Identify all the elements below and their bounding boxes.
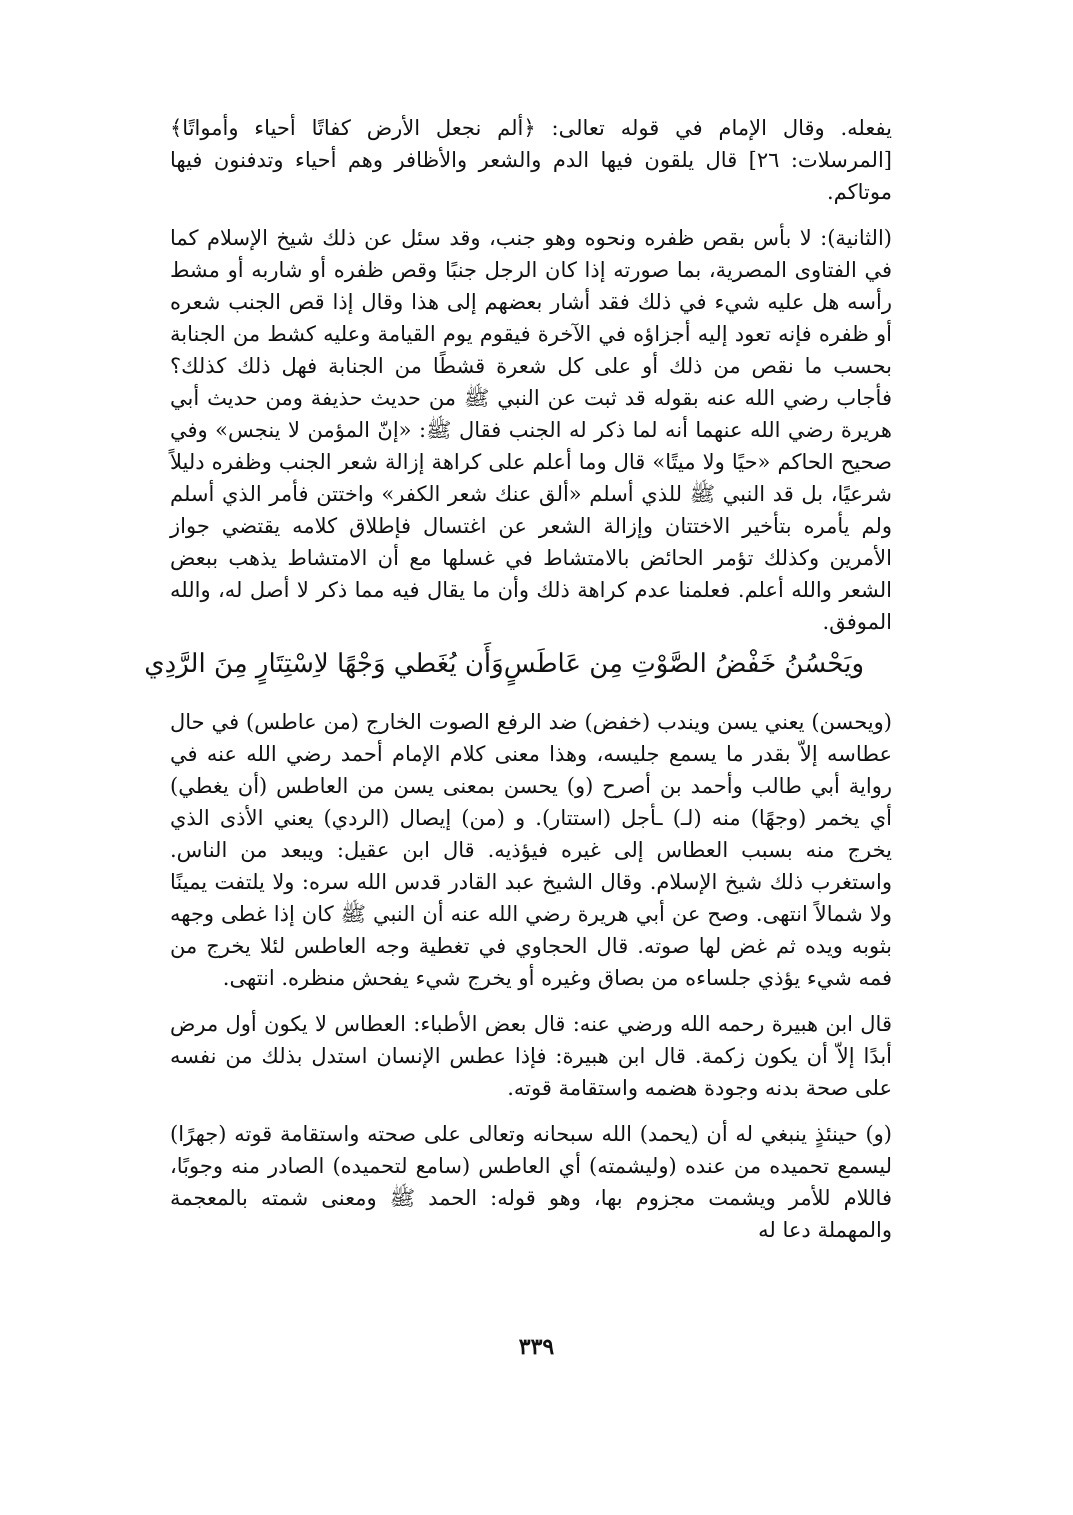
paragraph-gap (170, 1104, 892, 1118)
page-number: ٣٣٩ (518, 1334, 555, 1360)
verse-first-hemistich: ويَحْسُنُ خَفْضُ الصَّوْتِ مِن عَاطَسٍ (503, 649, 864, 679)
verse-second-hemistich: وَأَن يُغَطي وَجْهًا لاِسْتِتَارٍ مِنَ الرَّدِي (144, 649, 504, 679)
paragraph-1: يفعله. وقال الإمام في قوله تعالى: ﴿ألم نجعل الأرض كفاتًا أحياء وأمواتًا﴾ [المرسلات: ٢٦] قال يلقون فيها الدم والشعر والأظافر وهم أحياء وتدفنون فيها موتاكم. (170, 116, 892, 204)
paragraph-gap (170, 994, 892, 1008)
paragraph-3: (ويحسن) يعني يسن ويندب (خفض) ضد الرفع الصوت الخارج (من عاطس) في حال عطاسه إلاّ بقدر ما يسمع جليسه، وهذا معنى كلام الإمام أحمد رضي الله عنه في رواية أبي طالب وأحمد بن أصرح (و) يحسن بمعنى يسن من العاطس (أن يغطي) أي يخمر (وجهًا) منه (لـ) ـأجل (استتار). و (من) إيصال (الردي) يعني الأذى الذي يخرج منه بسبب العطاس إلى غيره فيؤذيه. قال ابن عقيل: ويبعد من الناس. واستغرب ذلك شيخ الإسلام. وقال الشيخ عبد القادر قدس الله سره: ولا يلتفت يمينًا ولا شمالاً انتهى. وصح عن أبي هريرة رضي الله عنه أن النبي ﷺ كان إذا غطى وجهه بثوبه ويده ثم غض لها صوته. قال الحجاوي في تغطية وجه العاطس لئلا يخرج من فمه شيء يؤذي جلساءه من بصاق وغيره أو يخرج شيء يفحش منظره. انتهى. (170, 710, 892, 990)
paragraph-gap (170, 692, 892, 706)
paragraph-4: قال ابن هبيرة رحمه الله ورضي عنه: قال بعض الأطباء: العطاس لا يكون أول مرض أبدًا إلاّ أن يكون زكمة. قال ابن هبيرة: فإذا عطس الإنسان استدل بذلك من نفسه على صحة بدنه وجودة هضمه واستقامة قوته. (170, 1012, 892, 1100)
paragraph-gap (170, 208, 892, 222)
verse-line (144, 638, 892, 692)
page-body (144, 112, 892, 1246)
paragraph-2: (الثانية): لا بأس بقص ظفره ونحوه وهو جنب، وقد سئل عن ذلك شيخ الإسلام كما في الفتاوى المصرية، بما صورته إذا كان الرجل جنبًا وقص ظفره أو شاربه أو مشط رأسه هل عليه شيء في ذلك فقد أشار بعضهم إلى هذا وقال إذا قص الجنب شعره أو ظفره فإنه تعود إليه أجزاؤه في الآخرة فيقوم يوم القيامة وعليه كشط من الجنابة بحسب ما نقص من ذلك أو على كل شعرة قشطًا من الجنابة فهل ذلك كذلك؟ فأجاب رضي الله عنه بقوله قد ثبت عن النبي ﷺ من حديث حذيفة ومن حديث أبي هريرة رضي الله عنهما أنه لما ذكر له الجنب فقال ﷺ: «إنّ المؤمن لا ينجس» وفي صحيح الحاكم «حيًا ولا ميتًا» قال وما أعلم على كراهة إزالة شعر الجنب وظفره دليلاً شرعيًا، بل قد النبي ﷺ للذي أسلم «ألق عنك شعر الكفر» واختتن فأمر الذي أسلم ولم يأمره بتأخير الاختتان وإزالة الشعر عن اغتسال فإطلاق كلامه يقتضي جواز الأمرين وكذلك تؤمر الحائض بالامتشاط في غسلها مع أن الامتشاط يذهب ببعض الشعر والله أعلم. فعلمنا عدم كراهة ذلك وأن ما يقال فيه مما ذكر لا أصل له، والله الموفق. (170, 226, 892, 634)
paragraph-5: (و) حينئذٍ ينبغي له أن (يحمد) الله سبحانه وتعالى على صحته واستقامة قوته (جهرًا) ليسمع تحميده من عنده (وليشمته) أي العاطس (سامع لتحميده) الصادر منه وجوبًا، فاللام للأمر ويشمت مجزوم بها، وهو قوله: الحمد ﷺ ومعنى شمته بالمعجمة والمهملة دعا له (170, 1122, 892, 1242)
